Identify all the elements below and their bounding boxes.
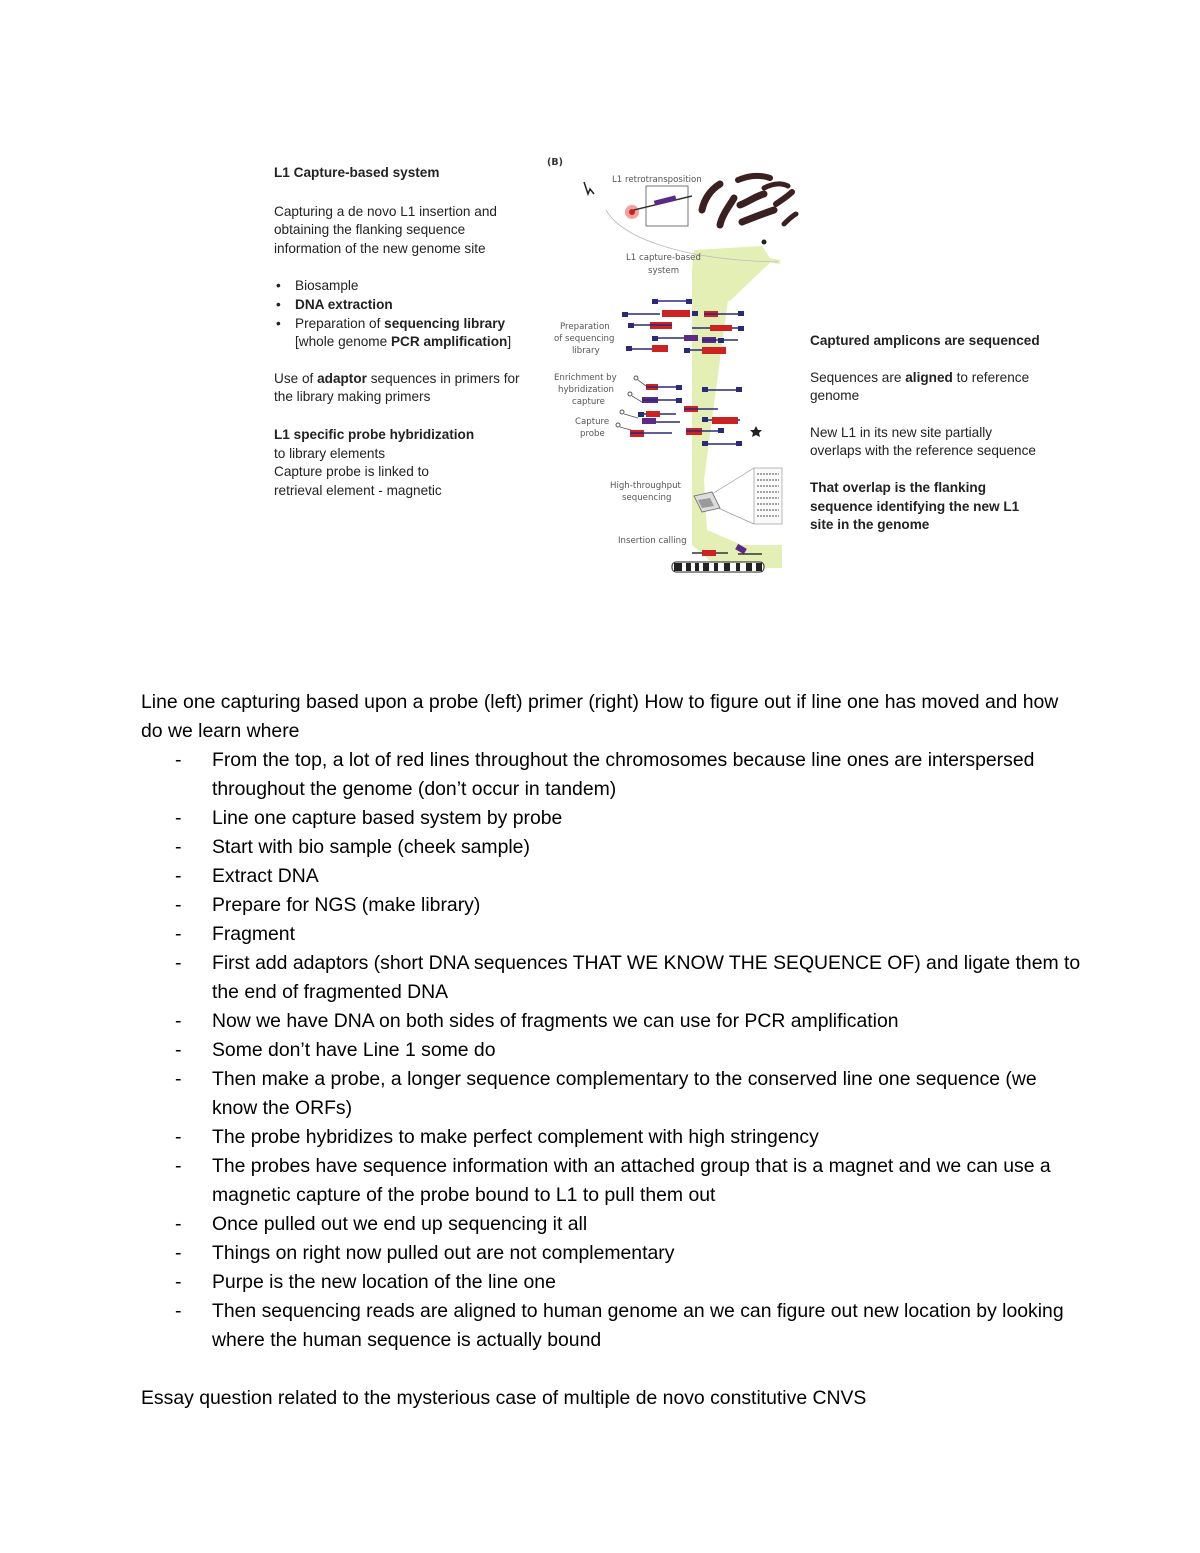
label-prep-2: of sequencing [554,334,615,344]
list-item: - Extract DNA [175,865,319,887]
figure-right-p3: New L1 in its new site partially overlaps with the reference sequence [810,424,1036,459]
panel-label: (B) [547,157,563,168]
figure-adaptor-text: Use of adaptor sequences in primers for the library making primers [274,370,520,405]
label-capture-system-1: L1 capture-based [626,253,701,263]
lecture-notes [141,688,1081,1413]
figure-bullet: • DNA extraction [276,296,393,312]
label-insertion-calling: Insertion calling [618,536,687,546]
captured-fragments [616,376,762,446]
label-enrich-3: capture [572,397,605,407]
label-hts-2: sequencing [622,493,672,503]
list-item: - From the top, a lot of red lines throughout the chromosomes because line ones are interspersed throughout the genome (don’t occur in tandem) [175,749,1035,800]
label-enrich-1: Enrichment by [554,373,617,383]
label-retrotransposition: L1 retrotransposition [612,175,702,185]
list-item: - Start with bio sample (cheek sample) [175,836,530,858]
l1-capture-diagram [542,150,802,580]
list-item: - Purpe is the new location of the line one [175,1271,556,1293]
chromosome-ideogram [672,562,764,572]
figure-right-p4: That overlap is the flanking sequence identifying the new L1 site in the genome [810,479,1020,533]
cursor-icon [584,182,594,194]
list-item: - Some don’t have Line 1 some do [175,1039,496,1061]
notes-intro: Line one capturing based upon a probe (left) primer (right) How to figure out if line one has moved and how do we learn where [141,691,1059,742]
list-item: - Once pulled out we end up sequencing it all [175,1213,588,1235]
label-hts-1: High-throughput [610,481,681,491]
list-item: - The probes have sequence information with an attached group that is a magnet and we can use a magnetic capture of the probe bound to L1 to pull them out [175,1155,1051,1206]
figure-right-text [810,332,1045,553]
chromosomes-icon [702,176,796,245]
list-item: - First add adaptors (short DNA sequences THAT WE KNOW THE SEQUENCE OF) and ligate them to the end of fragmented DNA [175,952,1081,1003]
figure-bullet-list [274,277,524,351]
label-enrich-2: hybridization [558,385,614,395]
essay-question: Essay question related to the mysterious case of multiple de novo constitutive CNVS [141,1387,867,1409]
figure-bullet: • Preparation of sequencing library [whole genome PCR amplification] [276,315,512,350]
figure-right-p1: Captured amplicons are sequenced [810,333,1040,348]
figure-intro: Capturing a de novo L1 insertion and obtaining the flanking sequence information of the new genome site [274,203,497,256]
notes-list [141,746,1081,1355]
list-item: - Line one capture based system by probe [175,807,563,829]
label-capture-system-2: system [648,266,680,276]
figure-left-text [274,164,524,519]
label-prep-3: library [572,346,600,356]
list-item: - Then make a probe, a longer sequence complementary to the conserved line one sequence (we know the ORFs) [175,1068,1037,1119]
label-probe-1: Capture [575,417,610,427]
list-item: - Prepare for NGS (make library) [175,894,481,916]
list-item: - Fragment [175,923,295,945]
sequencer-icon [694,468,782,524]
figure-right-p2: Sequences are aligned to reference genome [810,369,1030,404]
label-prep-1: Preparation [560,322,610,332]
list-item: - Now we have DNA on both sides of fragments we can use for PCR amplification [175,1010,899,1032]
figure-l1-capture [262,150,1052,580]
list-item: - The probe hybridizes to make perfect complement with high stringency [175,1126,819,1148]
label-probe-2: probe [580,429,605,439]
figure-title: L1 Capture-based system [274,165,440,180]
figure-probe-text: L1 specific probe hybridization to library elements Capture probe is linked to retrieval element - magnetic [274,426,475,498]
figure-bullet: • Biosample [276,278,359,294]
list-item: - Things on right now pulled out are not complementary [175,1242,675,1264]
list-item: - Then sequencing reads are aligned to human genome an we can figure out new location by looking where the human sequence is actually bound [175,1300,1064,1351]
